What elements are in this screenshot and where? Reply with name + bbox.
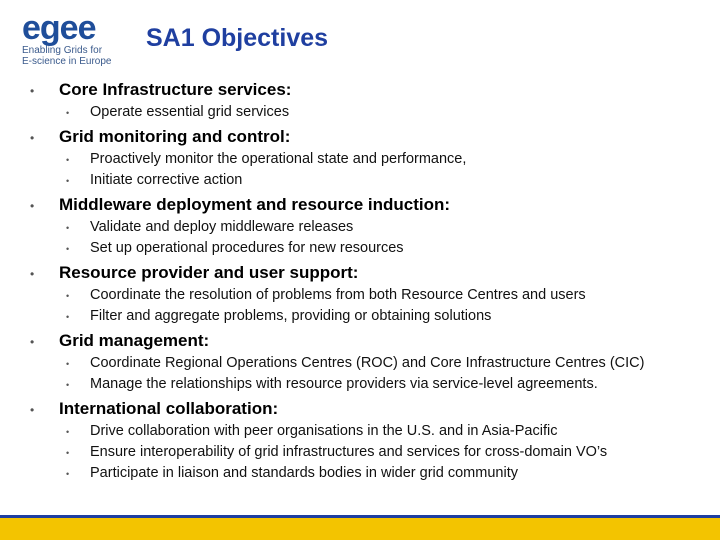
sub-bullet-icon: • xyxy=(66,176,70,186)
section-heading-row xyxy=(0,125,720,151)
logo-word-text: egee xyxy=(22,9,96,47)
bullet-icon: • xyxy=(30,335,35,349)
section-heading: Grid management: xyxy=(59,331,210,350)
objective-section xyxy=(0,261,720,325)
objective-section xyxy=(0,397,720,482)
sub-bullet-icon: • xyxy=(66,359,70,369)
sub-bullet-icon: • xyxy=(66,291,70,301)
section-subitem xyxy=(0,465,720,482)
logo-wordmark xyxy=(22,8,96,48)
subitem-text: Ensure interoperability of grid infrastructures and services for cross-domain VO’s xyxy=(90,444,608,460)
subitem-text: Set up operational procedures for new resources xyxy=(90,240,404,256)
section-heading-row xyxy=(0,78,720,104)
sub-bullet-icon: • xyxy=(66,448,70,458)
objective-section xyxy=(0,78,720,121)
section-heading-row xyxy=(0,193,720,219)
section-subitem xyxy=(0,104,720,121)
section-subitem xyxy=(0,172,720,189)
section-heading: Middleware deployment and resource induction: xyxy=(59,195,451,214)
sub-bullet-icon: • xyxy=(66,244,70,254)
section-subitem xyxy=(0,355,720,372)
section-subitem xyxy=(0,240,720,257)
section-heading: International collaboration: xyxy=(59,399,279,418)
subitem-text: Participate in liaison and standards bodies in wider grid community xyxy=(90,465,518,481)
section-heading: Grid monitoring and control: xyxy=(59,127,291,146)
egee-logo xyxy=(22,9,114,68)
objective-section xyxy=(0,329,720,393)
section-subitem xyxy=(0,219,720,236)
sub-bullet-icon: • xyxy=(66,427,70,437)
bullet-icon: • xyxy=(30,199,35,213)
subitem-text: Manage the relationships with resource providers via service-level agreements. xyxy=(90,376,598,392)
logo-tagline-1: Enabling Grids for xyxy=(22,45,103,56)
sub-bullet-icon: • xyxy=(66,155,70,165)
sub-bullet-icon: • xyxy=(66,223,70,233)
sub-bullet-icon: • xyxy=(66,380,70,390)
subitem-text: Drive collaboration with peer organisations in the U.S. and in Asia-Pacific xyxy=(90,423,558,439)
section-subitem xyxy=(0,444,720,461)
sub-bullet-icon: • xyxy=(66,108,70,118)
section-subitem xyxy=(0,287,720,304)
bullet-icon: • xyxy=(30,267,35,281)
section-heading-row xyxy=(0,397,720,423)
logo-tagline-2: E-science in Europe xyxy=(22,56,112,67)
section-subitem xyxy=(0,308,720,325)
subitem-text: Initiate corrective action xyxy=(90,172,243,188)
subitem-text: Filter and aggregate problems, providing or obtaining solutions xyxy=(90,308,492,324)
page-title: SA1 Objectives xyxy=(146,24,329,52)
objectives-list xyxy=(0,78,720,486)
subitem-text: Operate essential grid services xyxy=(90,104,290,120)
section-heading: Core Infrastructure services: xyxy=(59,80,292,99)
subitem-text: Validate and deploy middleware releases xyxy=(90,219,354,235)
sub-bullet-icon: • xyxy=(66,469,70,479)
section-heading: Resource provider and user support: xyxy=(59,263,359,282)
section-subitem xyxy=(0,423,720,440)
section-subitem xyxy=(0,376,720,393)
subitem-text: Proactively monitor the operational state and performance, xyxy=(90,151,467,167)
sub-bullet-icon: • xyxy=(66,312,70,322)
bullet-icon: • xyxy=(30,403,35,417)
section-heading-row xyxy=(0,261,720,287)
footer-bar xyxy=(0,515,720,540)
bullet-icon: • xyxy=(30,84,35,98)
objective-section xyxy=(0,125,720,189)
section-heading-row xyxy=(0,329,720,355)
bullet-icon: • xyxy=(30,131,35,145)
subitem-text: Coordinate the resolution of problems from both Resource Centres and users xyxy=(90,287,586,303)
section-subitem xyxy=(0,151,720,168)
subitem-text: Coordinate Regional Operations Centres (ROC) and Core Infrastructure Centres (CIC) xyxy=(90,355,645,371)
objective-section xyxy=(0,193,720,257)
